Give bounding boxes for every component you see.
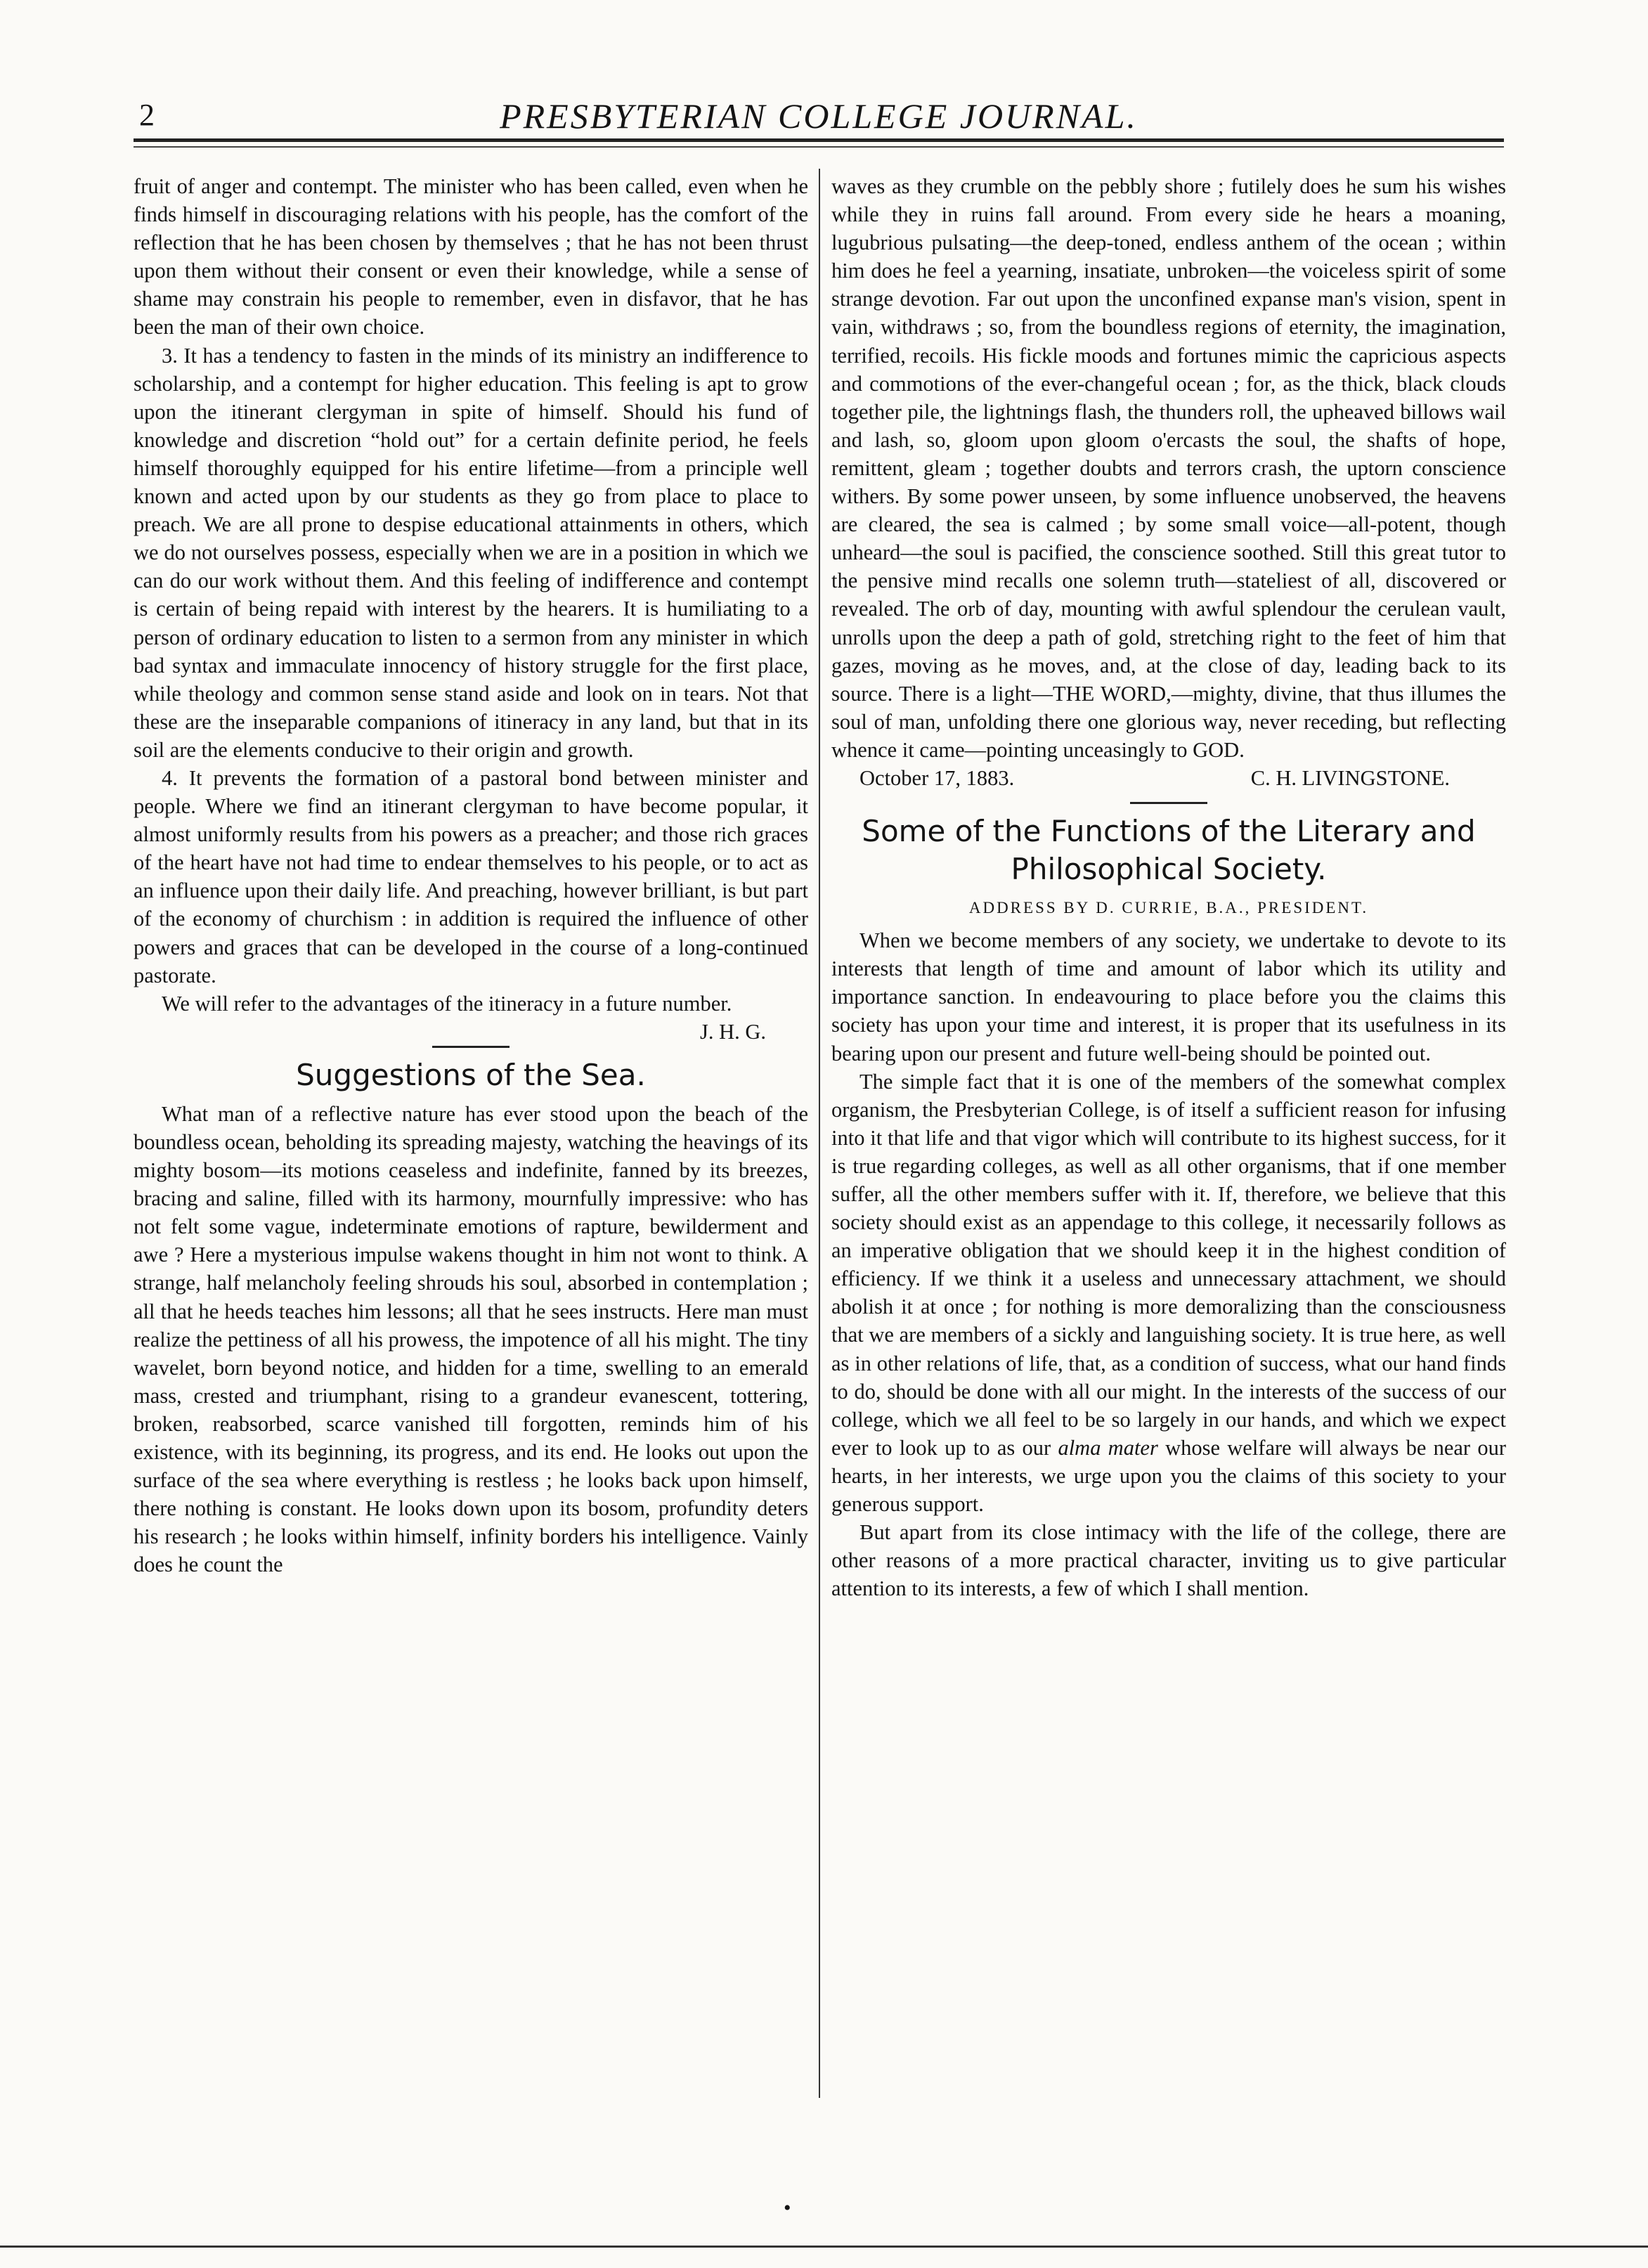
page-header [134, 91, 1504, 141]
paragraph-text: We will refer to the advantages of the itineracy in a future number. [162, 991, 732, 1016]
section-divider [432, 1046, 510, 1048]
header-rule-thin [134, 146, 1504, 148]
small-caps-text: GOD. [1193, 737, 1245, 762]
signature: J. H. G. [699, 1019, 766, 1044]
paragraph-text: waves as they crumble on the pebbly shore ; futilely does he sum his wishes while they in ruins fall around. From every side he hears a moaning, lugubrious pulsating—the deep-toned, endless anthem of the ocean ; within him does he feel a yearning, insatiate, unbroken—the voiceless spirit of some strange devotion. Far out upon the unconfined expanse man's vision, spent in vain, withdraws ; so, from the boundless regions of eternity, the imagination, terrified, recoils. His fickle moods and fortunes mimic the capricious aspects and commotions of the ever-changeful ocean ; for, as the thick, black clouds together pile, the lightnings flash, the thunders roll, the upheaved billows wail and lash, so, gloom upon gloom o'ercasts the soul, the shafts of hope, remittent, gleam ; together doubts and terrors crash, the uptorn conscience withers. By some power unseen, by some influence unobserved, the heavens are cleared, the sea is calmed ; by some small voice—all-potent, though unheard—the soul is pacified, the conscience soothed. Still this great tutor to the pensive mind recalls one solemn truth—stateliest of all, discovered or revealed. The orb of day, mounting with awful splendour the cerulean vault, unrolls upon the deep a path of gold, stretching right to the feet of him that gazes, moving as he moves, and, at the close of day, leading back to its source. There is a light— [831, 174, 1506, 706]
header-rule [134, 138, 1504, 142]
article-author: C. H. LIVINGSTONE. [1250, 765, 1450, 790]
article-title: Suggestions of the Sea. [296, 1057, 646, 1092]
page-bottom-rule [0, 2246, 1648, 2248]
page-number: 2 [139, 98, 155, 132]
small-caps-text: THE WORD, [1053, 681, 1172, 706]
paragraph [134, 990, 808, 1044]
dateline [831, 764, 1506, 792]
right-column [831, 172, 1506, 1602]
page-mark: • [784, 2196, 791, 2220]
paragraph [831, 172, 1506, 764]
paragraph: When we become members of any society, we undertake to devote to its interests that length of time and amount of labor which its utility and importance sanction. In endeavouring to place before you the claims this society has upon your time and interest, it is proper that its usefulness in its bearing upon our present and future well-being should be pointed out. [831, 928, 1506, 1065]
article-title: Some of the Functions of the Literary and Philosophical Society. [862, 814, 1476, 887]
article-byline: ADDRESS BY D. CURRIE, B.A., PRESIDENT. [968, 899, 1369, 917]
italic-text: alma mater [1058, 1435, 1158, 1460]
running-title: PRESBYTERIAN COLLEGE JOURNAL. [500, 96, 1138, 136]
paragraph [831, 1068, 1506, 1519]
paragraph-text: The simple fact that it is one of the members of the somewhat complex organism, the Presbyterian College, is of itself a sufficient reason for infusing into it that life and that vigor which will contribute to its highest success, for it is true regarding colleges, as well as all other organisms, that if one member suffer, all the other members suffer with it. If, therefore, we believe that this society should exist as an appendage to this college, it necessarily follows as an imperative obligation that we should keep it in the highest condition of efficiency. If we think it a useless and unnecessary attachment, we should abolish it at once ; for nothing is more demoralizing than the consciousness that we are members of a sickly and languishing society. It is true here, as well as in other relations of life, that, as a condition of success, what our hand finds to do, should be done with all our might. In the interests of the success of our college, which we all feel to be so largely in our hands, and which we expect ever to look up to as our [831, 1069, 1506, 1460]
column-separator [819, 169, 820, 2098]
paragraph: 4. It prevents the formation of a pastoral bond between minister and people. Where we find an itinerant clergyman to have become popular, it almost uniformly results from his powers as a preacher; and those rich graces of the heart have not had time to endear themselves to his people, or to act as an influence upon their daily life. And preaching, however brilliant, is but part of the economy of churchism : in addition is required the influence of other powers and graces that can be developed in the course of a long-continued pastorate. [134, 765, 808, 987]
paragraph: What man of a reflective nature has ever stood upon the beach of the boundless ocean, beholding its spreading majesty, watching the heavings of its mighty bosom—its motions ceaseless and indefinite, fanned by its breezes, bracing and saline, filled with its harmony, mournfully impressive: who has not felt some vague, indeterminate emotions of rapture, bewilderment and awe ? Here a mysterious impulse wakens thought in him not wont to think. A strange, half melancholy feeling shrouds his soul, absorbed in contemplation ; all that he heeds teaches him lessons; all that he sees instructs. Here man must realize the pettiness of all his prowess, the impotence of all his might. The tiny wavelet, born beyond notice, and hidden for a time, swelling to an emerald mass, crested and triumphant, rising to a grandeur evanescent, tottering, broken, reabsorbed, scarce vanished till forgotten, reminds him of his existence, with its beginning, its progress, and its end. He looks out upon the surface of the sea where everything is restless ; he looks back upon himself, there nothing is constant. He looks down upon its bosom, profundity deters his research ; he looks within himself, infinity borders his intelligence. Vainly does he count the [134, 1101, 808, 1577]
section-divider [1130, 802, 1207, 804]
paragraph: fruit of anger and contempt. The minister who has been called, even when he finds himself in discouraging relations with his people, has the comfort of the reflection that he has been chosen by themselves ; that he has not been thrust upon them without their consent or even their knowledge, while a sense of shame may constrain his people to remember, even in disfavor, that he has been the man of their own choice. [134, 174, 808, 339]
left-column [134, 172, 808, 1579]
article-date: October 17, 1883. [859, 765, 1015, 790]
paragraph-text: —mighty, divine, that thus illumes the soul of man, unfolding there one glorious way, never receding, but reflecting whence it came—pointing unceasingly to [831, 681, 1507, 762]
paragraph: But apart from its close intimacy with the life of the college, there are other reasons of a more practical character, inviting us to give particular attention to its interests, a few of which I shall mention. [831, 1520, 1506, 1601]
paragraph: 3. It has a tendency to fasten in the minds of its ministry an indifference to scholarship, and a contempt for higher education. This feeling is apt to grow upon the itinerant clergyman in spite of himself. Should his fund of knowledge and discretion “hold out” for a certain definite period, he feels himself thoroughly equipped for his entire lifetime—from a principle well known and acted upon by our students as they go from place to place to preach. We are all prone to despise educational attainments in others, which we do not ourselves possess, especially when we are in a position in which we can do our work without them. And this feeling of indifference and contempt is certain of being repaid with interest by the hearers. It is humiliating to a person of ordinary education to listen to a sermon from any minister in which bad syntax and immaculate innocency of history struggle for the first place, while theology and common sense stand aside and look on in tears. Not that these are the inseparable companions of itineracy in any land, but that in its soil are the elements conducive to their origin and growth. [134, 343, 808, 762]
paragraph-text: whose welfare will always be near our hearts, in her interests, we urge upon you the claims of this society to your generous support. [831, 1435, 1506, 1517]
